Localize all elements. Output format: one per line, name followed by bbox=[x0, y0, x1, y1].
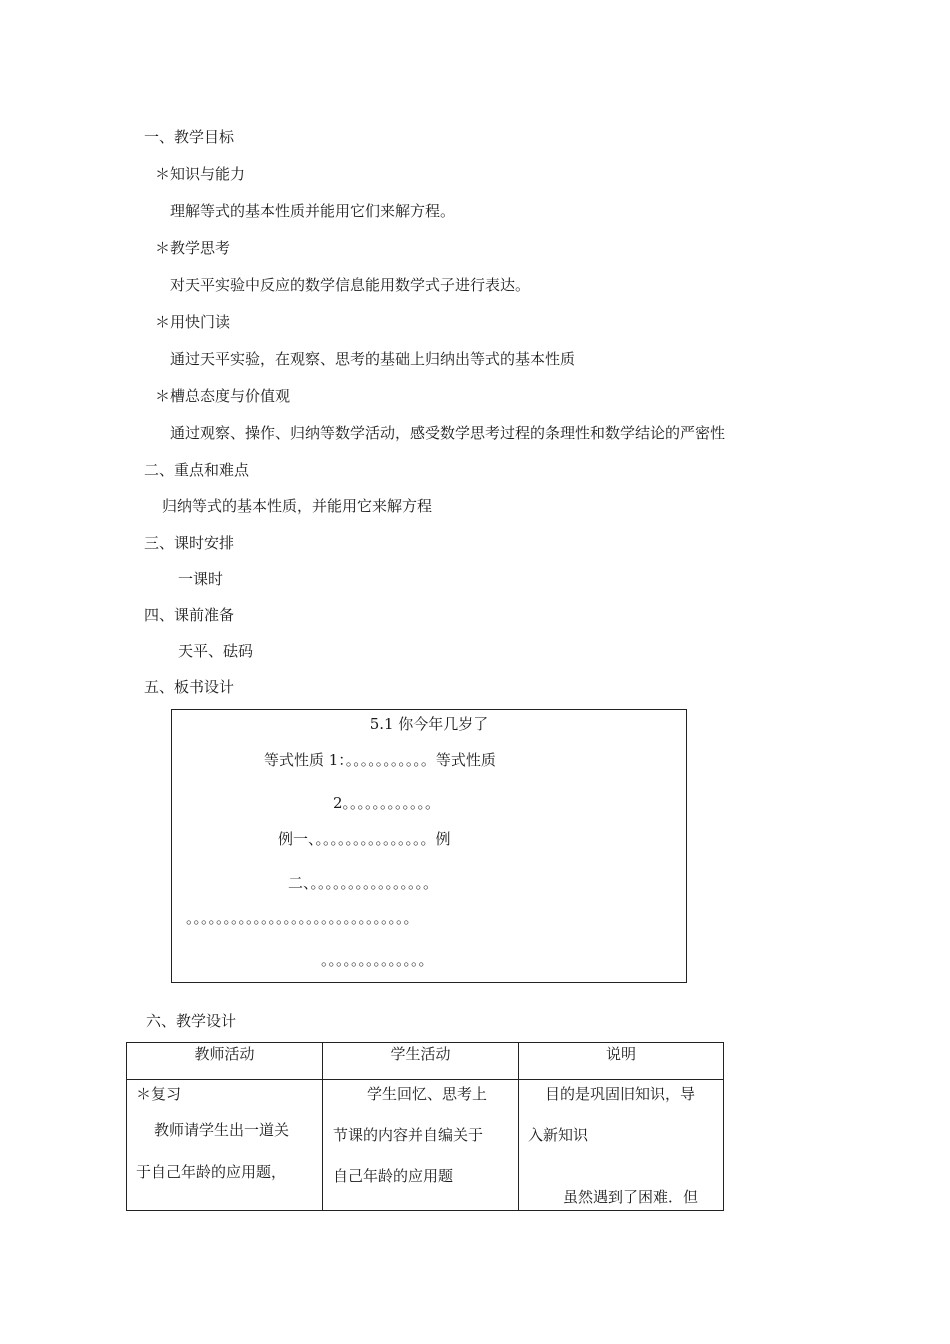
goal-attitude-title: ＊槽总态度与价值观 bbox=[155, 387, 291, 405]
board-title: 5.1 你今年几岁了 bbox=[369, 715, 489, 733]
goal-process-title: ＊用快门读 bbox=[155, 313, 231, 331]
note-line: 虽然遇到了困难．但 bbox=[563, 1188, 699, 1206]
goal-process-text: 通过天平实验，在观察、思考的基础上归纳出等式的基本性质 bbox=[170, 350, 576, 368]
section-board-design-title: 五、板书设计 bbox=[144, 678, 235, 696]
board-line-4: 二、。。。。。。。。。。。。。。。。 bbox=[288, 874, 439, 892]
board-line-3: 例一、。。。。。。。。。。。。。。。例 bbox=[278, 830, 451, 848]
student-line: 学生回忆、思考上 bbox=[367, 1085, 488, 1103]
keypoints-text: 归纳等式的基本性质，并能用它来解方程 bbox=[162, 497, 433, 515]
section-schedule-title: 三、课时安排 bbox=[144, 534, 235, 552]
board-design-box bbox=[171, 709, 687, 983]
header-student-activity: 学生活动 bbox=[323, 1043, 519, 1080]
teaching-design-table bbox=[126, 1042, 724, 1211]
section-teaching-goals-title: 一、教学目标 bbox=[144, 128, 235, 146]
board-line-5: 。。。。。。。。。。。。。。。。。。。。。。。。。。。。。。 bbox=[186, 909, 419, 927]
note-cell bbox=[519, 1080, 724, 1211]
header-note: 说明 bbox=[519, 1043, 724, 1080]
teacher-line: ＊复习 bbox=[136, 1085, 182, 1103]
schedule-text: 一课时 bbox=[178, 570, 224, 588]
table-header-row bbox=[127, 1043, 724, 1080]
board-line-6: 。。。。。。。。。。。。。。 bbox=[321, 951, 434, 969]
goal-thinking-text: 对天平实验中反应的数学信息能用数学式子进行表达。 bbox=[170, 276, 531, 294]
table-row bbox=[127, 1080, 724, 1211]
note-line: 目的是巩固旧知识，导 bbox=[545, 1085, 696, 1103]
goal-knowledge-text: 理解等式的基本性质并能用它们来解方程。 bbox=[170, 202, 456, 220]
student-line: 节课的内容并自编关于 bbox=[333, 1126, 484, 1144]
student-activity-cell bbox=[323, 1080, 519, 1211]
teacher-line: 教师请学生出一道关 bbox=[154, 1121, 290, 1139]
goal-knowledge-title: ＊知识与能力 bbox=[155, 165, 246, 183]
preparation-text: 天平、砝码 bbox=[178, 642, 254, 660]
board-line-1: 等式性质 1：。。。。。。。。。。。等式性质 bbox=[264, 751, 496, 769]
note-line: 入新知识 bbox=[528, 1126, 589, 1144]
section-keypoints-title: 二、重点和难点 bbox=[144, 461, 250, 479]
student-line: 自己年龄的应用题 bbox=[333, 1167, 454, 1185]
section-preparation-title: 四、课前准备 bbox=[144, 606, 235, 624]
section-teaching-design-title: 六、教学设计 bbox=[146, 1012, 237, 1030]
goal-attitude-text: 通过观察、操作、归纳等数学活动，感受数学思考过程的条理性和数学结论的严密性 bbox=[170, 424, 726, 442]
goal-thinking-title: ＊教学思考 bbox=[155, 239, 231, 257]
teacher-activity-cell bbox=[127, 1080, 323, 1211]
teacher-line: 于自己年龄的应用题， bbox=[136, 1163, 287, 1181]
board-line-2: 2。。。。。。。。。。。。 bbox=[333, 794, 441, 812]
header-teacher-activity: 教师活动 bbox=[127, 1043, 323, 1080]
